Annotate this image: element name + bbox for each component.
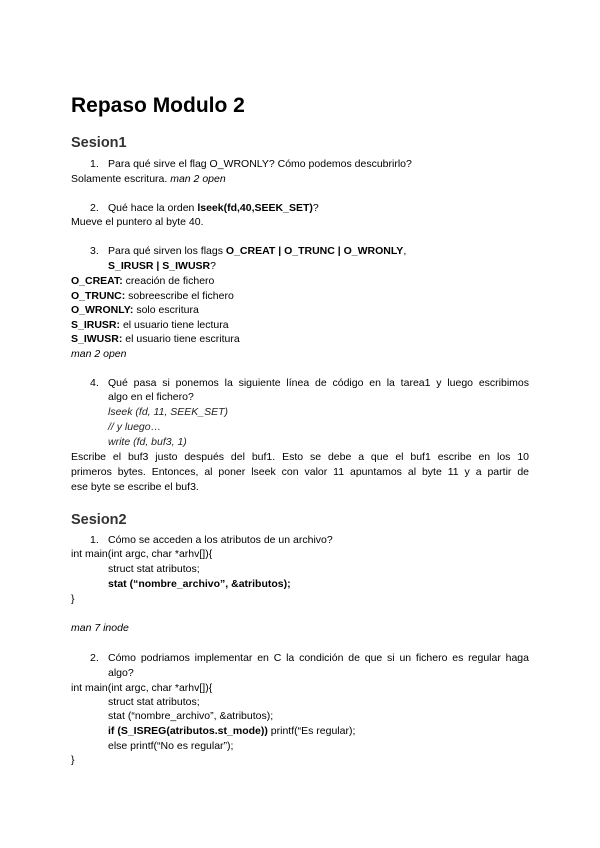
q4-code-line: // y luego… bbox=[108, 421, 162, 433]
s2-q1-number: 1. bbox=[90, 534, 99, 546]
page-title: Repaso Modulo 2 bbox=[71, 94, 245, 117]
code-line: } bbox=[71, 754, 75, 766]
code-printf: printf(“Es regular); bbox=[267, 725, 356, 737]
q3-question-line1 bbox=[108, 244, 406, 258]
flag-desc: el usuario tiene escritura bbox=[125, 333, 240, 345]
q3-answer-row bbox=[71, 332, 240, 346]
q3-question-code1: O_CREAT | O_TRUNC | O_WRONLY bbox=[225, 245, 404, 257]
q4-code-line: write (fd, buf3, 1) bbox=[108, 436, 187, 448]
q4-question-line1: Qué pasa si ponemos la siguiente línea de código en la tarea1 y luego escribimos bbox=[108, 377, 529, 389]
flag-name: S_IRUSR: bbox=[71, 319, 121, 331]
q4-code-line: lseek (fd, 11, SEEK_SET) bbox=[108, 406, 229, 418]
q2-number: 2. bbox=[90, 202, 99, 214]
code-line: } bbox=[71, 593, 75, 605]
q1-man-ref: man 2 open bbox=[170, 173, 226, 185]
q2-question bbox=[108, 201, 319, 215]
flag-name: O_TRUNC: bbox=[71, 290, 126, 302]
q4-question-line2: algo en el fichero? bbox=[108, 391, 194, 403]
q2-question-end: ? bbox=[312, 202, 319, 214]
q3-question-text: Para qué sirven los flags bbox=[108, 245, 223, 257]
q4-answer-line: ese byte se escribe el buf3. bbox=[71, 481, 199, 493]
section-heading-sesion2: Sesion2 bbox=[71, 512, 127, 528]
q4-answer-line: primeros bytes. Entonces, al poner lseek con valor 11 apuntamos al byte 11 y a partir de bbox=[71, 466, 529, 478]
q4-number: 4. bbox=[90, 377, 99, 389]
s2-q2-question-line1: Cómo podriamos implementar en C la condición de que si un fichero es regular haga bbox=[108, 652, 529, 664]
q1-question: Para qué sirve el flag O_WRONLY? Cómo podemos descubrirlo? bbox=[108, 158, 412, 170]
flag-desc: sobreescribe el fichero bbox=[128, 290, 234, 302]
code-line: struct stat atributos; bbox=[108, 563, 200, 575]
q1-number: 1. bbox=[90, 158, 99, 170]
code-line: int main(int argc, char *arhv[]){ bbox=[71, 548, 213, 560]
s2-q2-number: 2. bbox=[90, 652, 99, 664]
q4-answer-line: Escribe el buf3 justo después del buf1. Esto se debe a que el buf1 escribe en los 10 bbox=[71, 451, 529, 463]
flag-name: O_CREAT: bbox=[71, 275, 123, 287]
flag-desc: creación de fichero bbox=[125, 275, 215, 287]
s2-q1-question: Cómo se acceden a los atributos de un archivo? bbox=[108, 534, 333, 546]
flag-name: S_IWUSR: bbox=[71, 333, 123, 345]
q3-answer-row bbox=[71, 274, 214, 288]
s2-q1-man-ref: man 7 inode bbox=[71, 622, 129, 634]
flag-name: O_WRONLY: bbox=[71, 304, 134, 316]
q3-question-code2: S_IRUSR | S_IWUSR bbox=[108, 260, 211, 272]
code-line: stat (“nombre_archivo”, &atributos); bbox=[108, 578, 291, 590]
q3-answer-row bbox=[71, 318, 229, 332]
code-line: struct stat atributos; bbox=[108, 696, 200, 708]
q3-man-ref: man 2 open bbox=[71, 348, 127, 360]
code-line bbox=[108, 724, 355, 738]
flag-desc: el usuario tiene lectura bbox=[122, 319, 229, 331]
s2-q2-question-line2: algo? bbox=[108, 667, 134, 679]
code-line: stat (“nombre_archivo”, &atributos); bbox=[108, 710, 274, 722]
q3-answer-row bbox=[71, 289, 234, 303]
flag-desc: solo escritura bbox=[136, 304, 199, 316]
q1-answer-line bbox=[71, 172, 226, 186]
q3-answer-row bbox=[71, 303, 199, 317]
q2-question-code: lseek(fd,40,SEEK_SET) bbox=[197, 202, 313, 214]
q1-answer: Solamente escritura. bbox=[71, 173, 168, 185]
q3-question-line2 bbox=[108, 259, 216, 273]
q2-answer: Mueve el puntero al byte 40. bbox=[71, 216, 204, 228]
code-condition: if (S_ISREG(atributos.st_mode)) bbox=[108, 725, 268, 737]
q3-question-end: ? bbox=[210, 260, 216, 272]
section-heading-sesion1: Sesion1 bbox=[71, 135, 127, 151]
q3-number: 3. bbox=[90, 245, 99, 257]
q3-question-sep: , bbox=[403, 245, 407, 257]
code-line: else printf(“No es regular”); bbox=[108, 740, 234, 752]
code-line: int main(int argc, char *arhv[]){ bbox=[71, 682, 213, 694]
q2-question-text: Qué hace la orden bbox=[108, 202, 195, 214]
